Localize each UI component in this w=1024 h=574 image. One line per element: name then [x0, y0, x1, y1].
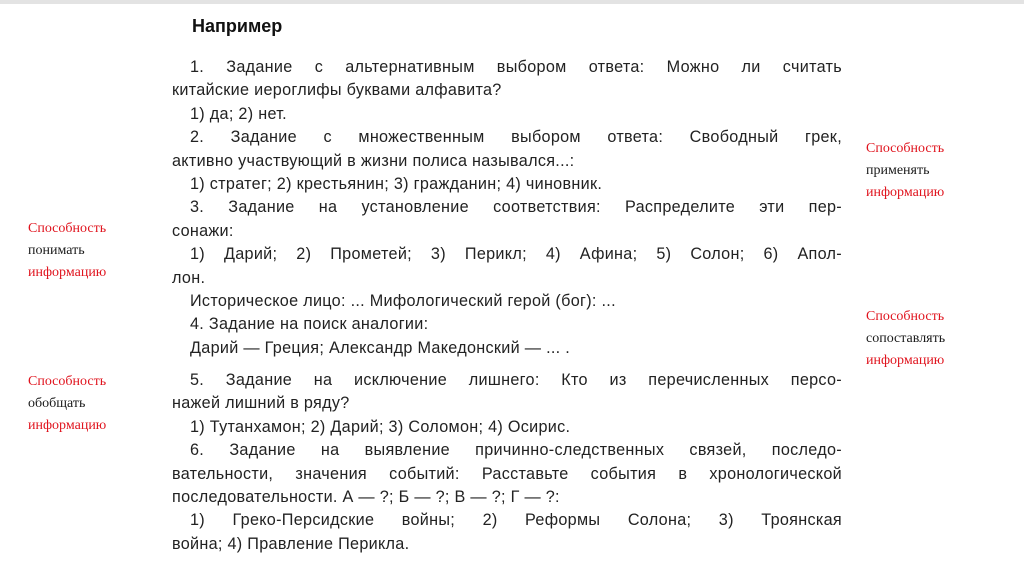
skill-label-compare	[866, 306, 945, 372]
skill-object: информацию	[866, 353, 945, 368]
task-line: сонажи:	[172, 221, 234, 240]
task-line: вательности, значения событий: Расставьте события в хронологической	[172, 464, 842, 483]
task-line: Историческое лицо: ... Мифологический герой (бог): ...	[190, 292, 616, 311]
skill-object: информацию	[28, 418, 107, 433]
task-line: 1) да; 2) нет.	[190, 104, 287, 123]
task-line: 1) стратег; 2) крестьянин; 3) гражданин; 4) чиновник.	[190, 175, 603, 194]
task-line: 6. Задание на выявление причинно-следственных связей, последо-	[190, 441, 842, 460]
task-list-bottom	[172, 369, 842, 556]
task-line: 4. Задание на поиск аналогии:	[190, 315, 429, 334]
task-line: 3. Задание на установление соответствия: Распределите эти пер-	[190, 198, 842, 217]
skill-label-understand	[28, 218, 106, 284]
skill-verb: сопоставлять	[866, 331, 946, 346]
task-line: 2. Задание с множественным выбором ответа: Свободный грек,	[190, 128, 842, 147]
task-line: 1. Задание с альтернативным выбором ответа: Можно ли считать	[190, 58, 842, 76]
skill-verb: обобщать	[28, 396, 86, 411]
task-line: последовательности. А — ?; Б — ?; В — ?; Г — ?:	[172, 488, 560, 507]
top-border	[0, 0, 1024, 4]
skill-title: Способность	[28, 221, 107, 236]
task-line: 1) Греко-Персидские войны; 2) Реформы Солона; 3) Троянская	[190, 511, 842, 530]
task-line: война; 4) Правление Перикла.	[172, 534, 410, 553]
skill-title: Способность	[866, 141, 945, 156]
task-line: лон.	[172, 268, 206, 287]
skill-title: Способность	[28, 374, 107, 389]
task-line: активно участвующий в жизни полиса назывался...:	[172, 151, 575, 170]
page-heading: Например	[192, 16, 283, 36]
skill-object: информацию	[866, 185, 945, 200]
task-line: Дарий — Греция; Александр Македонский — ... .	[190, 338, 571, 357]
task-line: 1) Дарий; 2) Прометей; 3) Перикл; 4) Афина; 5) Солон; 6) Апол-	[190, 245, 842, 264]
task-line: нажей лишний в ряду?	[172, 394, 350, 413]
task-line: 5. Задание на исключение лишнего: Кто из перечисленных персо-	[190, 371, 842, 389]
task-line: китайские иероглифы буквами алфавита?	[172, 81, 502, 100]
skill-label-apply	[866, 138, 944, 204]
skill-title: Способность	[866, 309, 945, 324]
skill-label-generalize	[28, 371, 106, 437]
skill-object: информацию	[28, 265, 107, 280]
task-list-top	[172, 56, 842, 360]
skill-verb: применять	[866, 163, 930, 178]
task-line: 1) Тутанхамон; 2) Дарий; 3) Соломон; 4) Осирис.	[190, 417, 571, 436]
skill-verb: понимать	[28, 243, 85, 258]
